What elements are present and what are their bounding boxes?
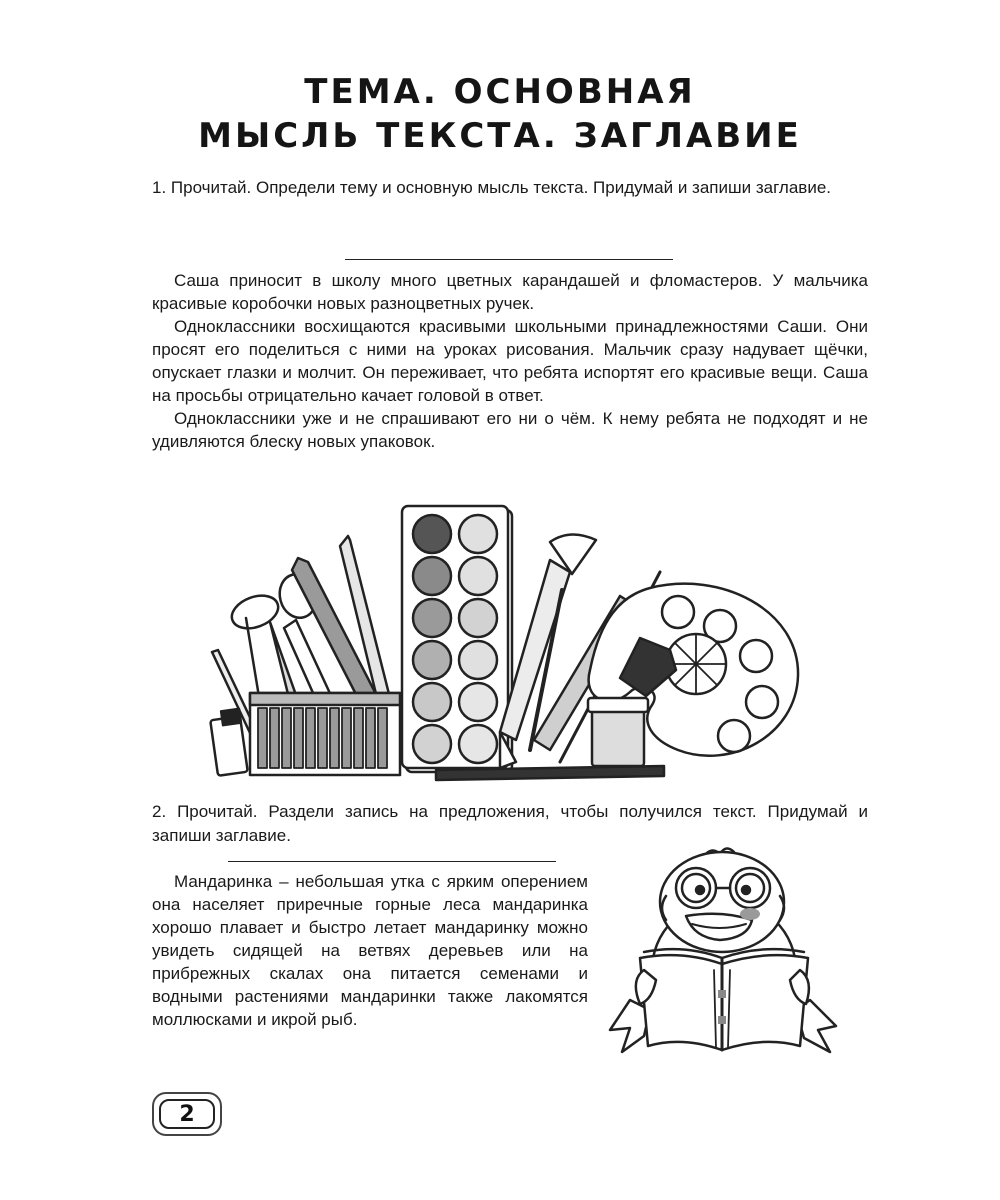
title-answer-line-2 [228, 861, 556, 862]
paint-jar-icon [588, 698, 648, 766]
book-icon [640, 949, 808, 1050]
task-1-text [152, 269, 868, 453]
task-1-paragraph: Саша приносит в школу много цветных карандашей и фломастеров. У мальчика красивые коробочки новых разноцветных ручек. [152, 271, 868, 313]
task-2-instruction: 2. Прочитай. Раздели запись на предложения, чтобы получился текст. Придумай и запиши заглавие. [152, 802, 868, 845]
task-1-paragraph: Одноклассники восхищаются красивыми школьными принадлежностями Саши. Они просят его поделиться с ними на уроках рисования. Мальчик сразу надувает щёчки, опускает глазки и молчит. Он переживает, что ребята испортят его красивые вещи. Саша на просьбы отрицательно качает головой в ответ. [152, 317, 868, 405]
task-2-text: Мандаринка – небольшая утка с ярким оперением она населяет приречные горные леса мандаринка хорошо плавает и быстро летает мандаринку можно увидеть сидящей на ветвях деревьев или на прибрежных скалах она питается семенами и водными растениями мандаринки также лакомятся моллюсками и икрой рыб. [152, 872, 588, 1029]
task-1-instruction: 1. Прочитай. Определи тему и основную мысль текста. Придумай и запиши заглавие. [152, 178, 831, 197]
page-number: 2 [179, 1101, 195, 1127]
title-answer-line-1 [345, 259, 673, 260]
paint-box-icon [250, 693, 400, 775]
title-line-1: ТЕМА. ОСНОВНАЯ [304, 72, 696, 112]
task-1-paragraph: Одноклассники уже и не спрашивают его ни о чём. К нему ребята не подходят и не удивляются блеску новых упаковок. [152, 409, 868, 451]
watercolor-palette-icon [402, 506, 512, 772]
page-number-badge [152, 1092, 222, 1136]
page-title [0, 70, 1000, 158]
duck-reading-illustration [600, 840, 850, 1080]
art-supplies-illustration [200, 500, 820, 790]
title-line-2: МЫСЛЬ ТЕКСТА. ЗАГЛАВИЕ [198, 116, 802, 156]
